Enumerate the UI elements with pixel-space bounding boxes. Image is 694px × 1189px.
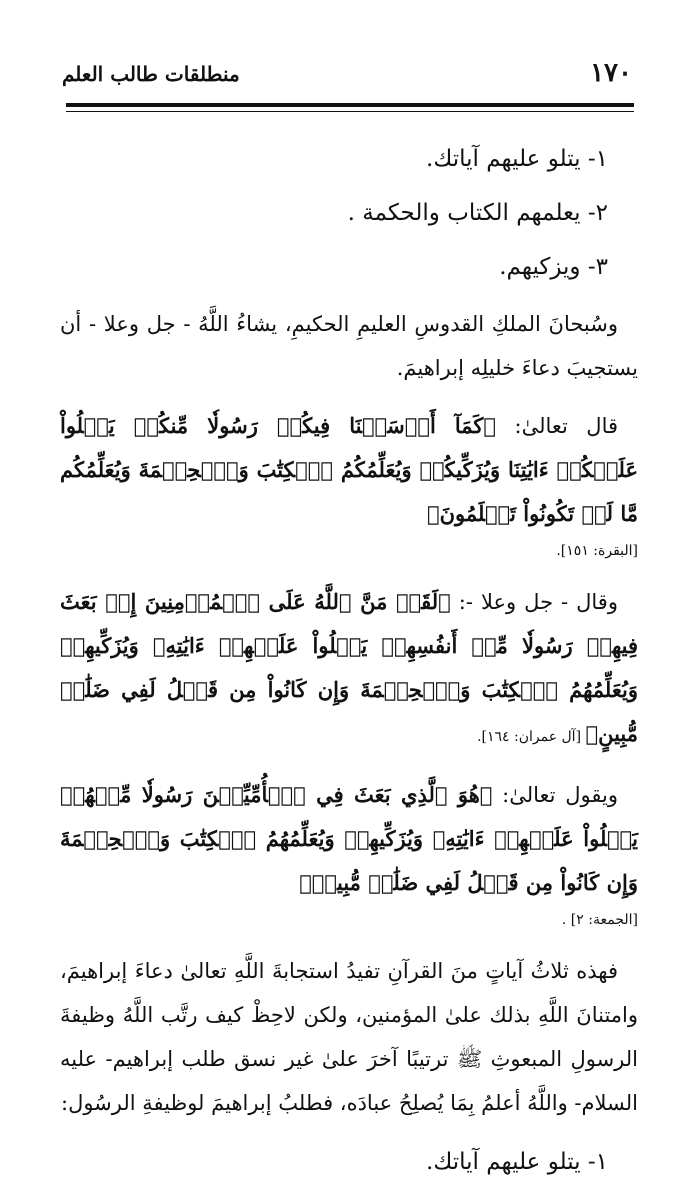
- header-rule-thick: [66, 103, 634, 107]
- quote-intro: ويقول تعالىٰ:: [492, 783, 618, 807]
- list-item: ١- يتلو عليهم آياتك.: [426, 1149, 608, 1175]
- page-header: [62, 58, 632, 92]
- quote-intro: قال تعالىٰ:: [496, 414, 619, 438]
- paragraph-intro: وسُبحانَ الملكِ القدوسِ العليمِ الحكيمِ، يشاءُ اللَّهُ - جل وعلا - أن يستجيبَ دعاءَ خليلِه إبراهيمَ.: [60, 312, 638, 380]
- list-item: ٢- يعلمهم الكتاب والحكمة .: [347, 200, 608, 226]
- verse-reference: [الجمعة: ٢] .: [561, 912, 638, 928]
- quote-jumuah: [60, 773, 638, 905]
- quote-al-imran: [60, 580, 638, 759]
- verse-reference: [البقرة: ١٥١].: [556, 543, 638, 559]
- paragraph-commentary: فهذه ثلاثُ آياتٍ منَ القرآنِ تفيدُ استجابةَ اللَّهِ تعالىٰ دعاءَ إبراهيمَ، وامتنانَ اللَّهِ بذلك علىٰ المؤمنين، ولكن لاحِظْ كيف رتَّب اللَّهُ وظيفةَ الرسولِ المبعوثِ ﷺ ترتيبًا آخرَ علىٰ غير نسق طلب إبراهيم- عليه السلام- واللَّهُ أعلمُ بِمَا يُصلِحُ عبادَه، فطلبُ إبراهيمَ لوظيفةِ الرسُول:: [60, 959, 638, 1115]
- quote-intro: وقال - جل وعلا -:: [450, 590, 618, 614]
- list-item: ٣- ويزكيهم.: [499, 254, 608, 280]
- running-title: منطلقات طالب العلم: [62, 62, 240, 86]
- quran-verse: ﴿كَمَآ أَرۡسَلۡنَا فِيكُمۡ رَسُولٗا مِّنكُمۡ يَتۡلُواْ عَلَيۡكُمۡ ءَايَٰتِنَا وَيُزَكِّيكُمۡ وَيُعَلِّمُكُمُ ٱلۡكِتَٰبَ وَٱلۡحِكۡمَةَ وَيُعَلِّمُكُم مَّا لَمۡ تَكُونُواْ تَعۡلَمُونَ﴾: [60, 413, 638, 526]
- quran-verse: ﴿هُوَ ٱلَّذِي بَعَثَ فِي ٱلۡأُمِّيِّـۧنَ رَسُولٗا مِّنۡهُمۡ يَتۡلُواْ عَلَيۡهِمۡ ءَايَٰتِهِۦ وَيُزَكِّيهِمۡ وَيُعَلِّمُهُمُ ٱلۡكِتَٰبَ وَٱلۡحِكۡمَةَ وَإِن كَانُواْ مِن قَبۡلُ لَفِي ضَلَٰلٖ مُّبِينٖ﴾: [60, 782, 638, 895]
- page-number: ١٧٠: [590, 58, 632, 88]
- list-item: ١- يتلو عليهم آياتك.: [426, 146, 608, 172]
- header-rule-thin: [66, 111, 634, 112]
- verse-reference: [آل عمران: ١٦٤].: [477, 729, 586, 745]
- quote-baqarah: [60, 404, 638, 536]
- quran-verse: ﴿لَقَدۡ مَنَّ ٱللَّهُ عَلَى ٱلۡمُؤۡمِنِينَ إِذۡ بَعَثَ فِيهِمۡ رَسُولٗا مِّنۡ أَنفُسِهِمۡ يَتۡلُواْ عَلَيۡهِمۡ ءَايَٰتِهِۦ وَيُزَكِّيهِمۡ وَيُعَلِّمُهُمُ ٱلۡكِتَٰبَ وَٱلۡحِكۡمَةَ وَإِن كَانُواْ مِن قَبۡلُ لَفِي ضَلَٰلٖ مُّبِينٍ﴾: [60, 589, 638, 746]
- page-body: [60, 132, 638, 1189]
